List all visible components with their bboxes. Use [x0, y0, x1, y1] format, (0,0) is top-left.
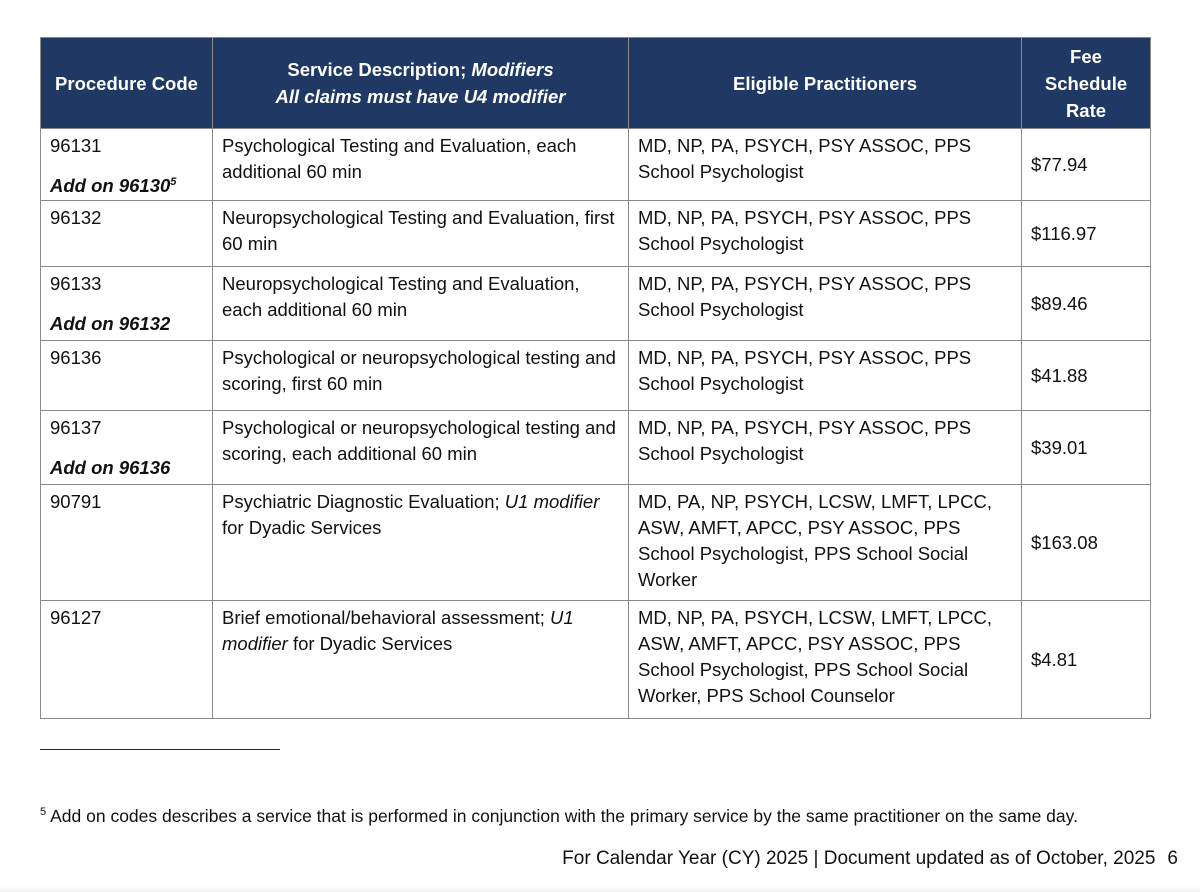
- fee-rate-cell: $41.88: [1022, 341, 1151, 411]
- procedure-code-cell: [41, 129, 213, 201]
- fee-rate-cell: $89.46: [1022, 267, 1151, 341]
- table-row: [41, 129, 1151, 201]
- eligible-practitioners-cell: MD, NP, PA, PSYCH, LCSW, LMFT, LPCC, ASW, AMFT, APCC, PSY ASSOC, PPS School Psychologist, PPS School Social Worker, PPS School Counselor: [629, 601, 1022, 719]
- procedure-code: 96127: [50, 607, 102, 628]
- service-description-cell: Psychological or neuropsychological testing and scoring, each additional 60 min: [213, 411, 629, 485]
- fee-schedule-table: [40, 37, 1151, 719]
- procedure-code: 96133: [50, 273, 102, 294]
- table-header-row: [41, 38, 1151, 129]
- fee-rate-cell: $77.94: [1022, 129, 1151, 201]
- eligible-practitioners-cell: MD, NP, PA, PSYCH, PSY ASSOC, PPS School Psychologist: [629, 411, 1022, 485]
- service-description-cell: Psychological Testing and Evaluation, each additional 60 min: [213, 129, 629, 201]
- eligible-practitioners-cell: MD, NP, PA, PSYCH, PSY ASSOC, PPS School Psychologist: [629, 341, 1022, 411]
- eligible-practitioners-cell: MD, NP, PA, PSYCH, PSY ASSOC, PPS School Psychologist: [629, 201, 1022, 267]
- procedure-code: 96137: [50, 417, 102, 438]
- add-on-code: Add on 96136: [50, 457, 171, 479]
- table-row: [41, 411, 1151, 485]
- header-procedure-code: Procedure Code: [41, 38, 213, 129]
- footnote-divider: [40, 749, 280, 750]
- procedure-code-cell: [41, 267, 213, 341]
- fee-rate-cell: $116.97: [1022, 201, 1151, 267]
- service-description-cell: Neuropsychological Testing and Evaluation, each additional 60 min: [213, 267, 629, 341]
- header-service-description: Service Description; Modifiers All claims must have U4 modifier: [213, 38, 629, 129]
- footnote: [40, 799, 1078, 829]
- table-row: [41, 267, 1151, 341]
- procedure-code-cell: [41, 341, 213, 411]
- procedure-code: 90791: [50, 491, 102, 512]
- procedure-code-cell: [41, 411, 213, 485]
- add-on-code: Add on 96132: [50, 313, 171, 335]
- procedure-code-cell: [41, 601, 213, 719]
- header-fee-schedule-rate: Fee Schedule Rate: [1022, 38, 1151, 129]
- fee-rate-cell: $39.01: [1022, 411, 1151, 485]
- procedure-code: 96131: [50, 135, 102, 156]
- page-footer: [562, 845, 1178, 873]
- table-row: [41, 485, 1151, 601]
- service-description-cell: Psychiatric Diagnostic Evaluation; U1 modifier for Dyadic Services: [213, 485, 629, 601]
- eligible-practitioners-cell: MD, NP, PA, PSYCH, PSY ASSOC, PPS School Psychologist: [629, 267, 1022, 341]
- footer-text: For Calendar Year (CY) 2025 | Document updated as of October, 2025: [562, 848, 1156, 869]
- page-number: 6: [1167, 848, 1178, 869]
- eligible-practitioners-cell: MD, PA, NP, PSYCH, LCSW, LMFT, LPCC, ASW, AMFT, APCC, PSY ASSOC, PPS School Psychologist, PPS School Social Worker: [629, 485, 1022, 601]
- procedure-code-cell: [41, 201, 213, 267]
- add-on-code: Add on 96130$^5$: [50, 175, 177, 197]
- fee-rate-cell: $4.81: [1022, 601, 1151, 719]
- footnote-text: Add on codes describes a service that is performed in conjunction with the primary service by the same practitioner on the same day.: [50, 805, 1078, 826]
- procedure-code: 96132: [50, 207, 102, 228]
- service-description-cell: Brief emotional/behavioral assessment; U1 modifier for Dyadic Services: [213, 601, 629, 719]
- table-row: [41, 601, 1151, 719]
- table-row: [41, 341, 1151, 411]
- footnote-marker: 5: [40, 806, 47, 818]
- table-row: [41, 201, 1151, 267]
- procedure-code-cell: [41, 485, 213, 601]
- procedure-code: 96136: [50, 347, 102, 368]
- fee-rate-cell: $163.08: [1022, 485, 1151, 601]
- header-eligible-practitioners: Eligible Practitioners: [629, 38, 1022, 129]
- eligible-practitioners-cell: MD, NP, PA, PSYCH, PSY ASSOC, PPS School Psychologist: [629, 129, 1022, 201]
- page-edge: [0, 886, 1200, 892]
- service-description-cell: Neuropsychological Testing and Evaluation, first 60 min: [213, 201, 629, 267]
- service-description-cell: Psychological or neuropsychological testing and scoring, first 60 min: [213, 341, 629, 411]
